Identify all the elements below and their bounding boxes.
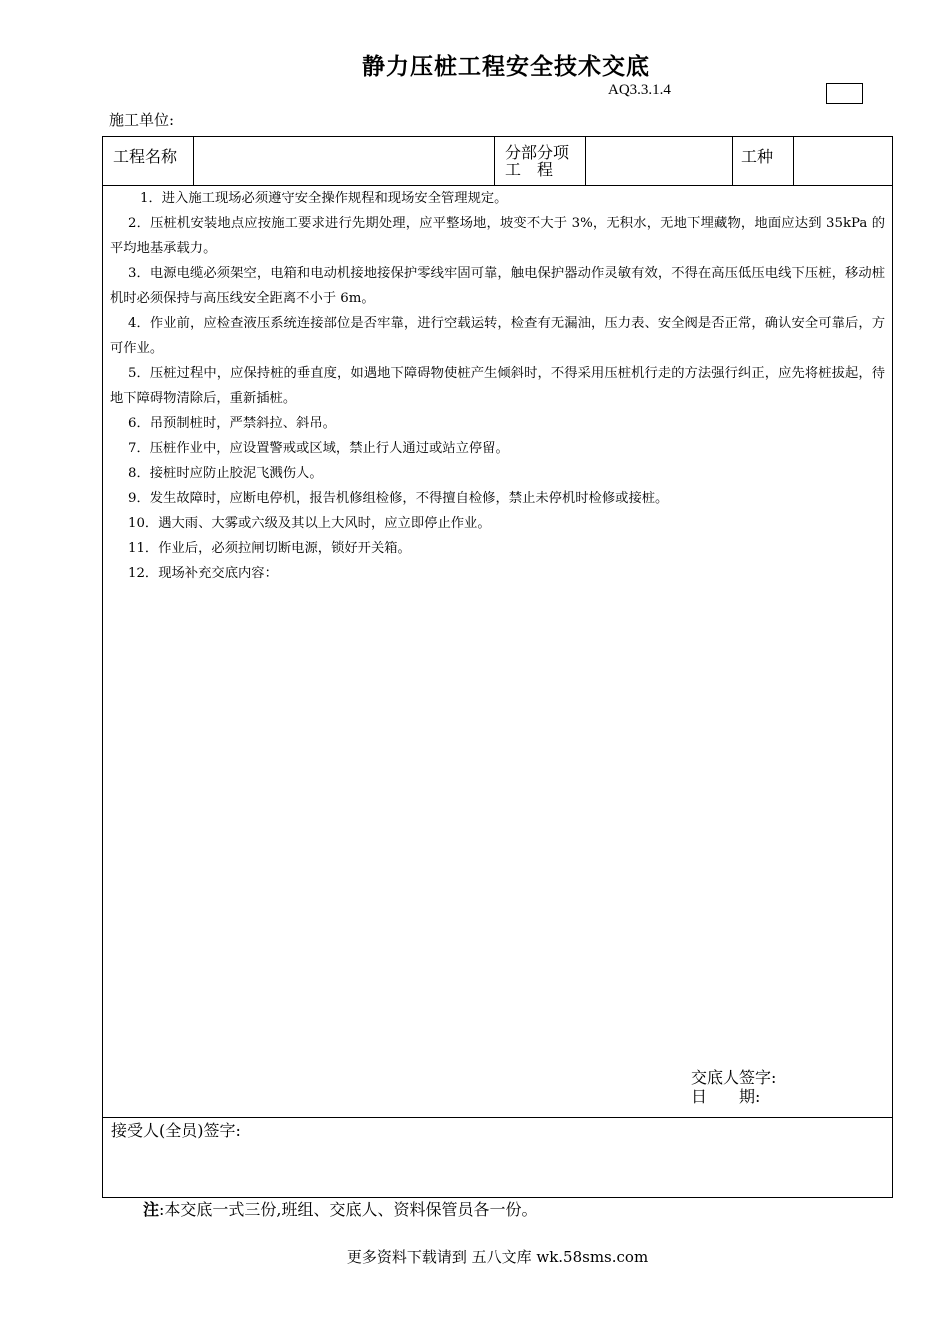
date-label: 日 期: xyxy=(691,1087,761,1106)
sub-project-label xyxy=(505,144,569,178)
signature-block xyxy=(691,1068,776,1106)
trade-label: 工种 xyxy=(741,147,774,166)
list-item: 8．接桩时应防止胶泥飞溅伤人。 xyxy=(128,466,323,481)
list-item: 12．现场补充交底内容： xyxy=(128,566,278,581)
note xyxy=(143,1197,538,1220)
discloser-signature-label: 交底人签字: xyxy=(691,1068,777,1087)
list-item: 10．遇大雨、大雾或六级及其以上大风时，应立即停止作业。 xyxy=(128,516,491,531)
sub-project-label-line1: 分部分项 xyxy=(505,143,570,162)
disclosure-content xyxy=(110,186,885,586)
document-code: AQ3.3.1.4 xyxy=(608,82,671,98)
list-item: 3．电源电缆必须架空，电箱和电动机接地接保护零线牢固可靠，触电保护器动作灵敏有效，不得在高压低压电线下压桩，移动桩机时必须保持与高压线安全距离不小于 6m。 xyxy=(110,266,885,306)
footer-text: 更多资料下载请到 五八文库 wk.58sms.com xyxy=(346,1248,649,1266)
note-text: :本交底一式三份,班组、交底人、资料保管员各一份。 xyxy=(159,1200,538,1219)
construction-unit-label: 施工单位: xyxy=(109,111,175,129)
list-item: 9．发生故障时，应断电停机，报告机修组检修，不得擅自检修，禁止未停机时检修或接桩。 xyxy=(128,491,669,506)
list-item: 6．吊预制桩时，严禁斜拉、斜吊。 xyxy=(128,416,336,431)
note-prefix: 注 xyxy=(143,1200,160,1219)
sub-project-label-line2: 工 程 xyxy=(505,160,554,179)
document-title: 静力压桩工程安全技术交底 xyxy=(362,54,650,80)
list-item: 11．作业后，必须拉闸切断电源，锁好开关箱。 xyxy=(128,541,411,556)
column-divider xyxy=(193,136,194,186)
column-divider xyxy=(732,136,733,186)
number-box xyxy=(826,83,863,104)
list-item: 1．进入施工现场必须遵守安全操作规程和现场安全管理规定。 xyxy=(140,191,508,206)
column-divider xyxy=(793,136,794,186)
column-divider xyxy=(494,136,495,186)
list-item: 7．压桩作业中，应设置警戒或区域，禁止行人通过或站立停留。 xyxy=(128,441,509,456)
list-item: 2．压桩机安装地点应按施工要求进行先期处理，应平整场地，坡变不大于 3%，无积水，无地下埋藏物，地面应达到 35kPa 的平均地基承载力。 xyxy=(110,216,885,256)
list-item: 4．作业前，应检查液压系统连接部位是否牢靠，进行空载运转，检查有无漏油，压力表、安全阀是否正常，确认安全可靠后，方可作业。 xyxy=(110,316,885,356)
list-item: 5．压桩过程中，应保持桩的垂直度，如遇地下障碍物使桩产生倾斜时，不得采用压桩机行走的方法强行纠正，应先将桩拔起，待地下障碍物清除后，重新插桩。 xyxy=(110,366,885,406)
receiver-signature-label: 接受人(全员)签字: xyxy=(111,1121,241,1140)
project-name-label: 工程名称 xyxy=(113,147,178,166)
column-divider xyxy=(585,136,586,186)
